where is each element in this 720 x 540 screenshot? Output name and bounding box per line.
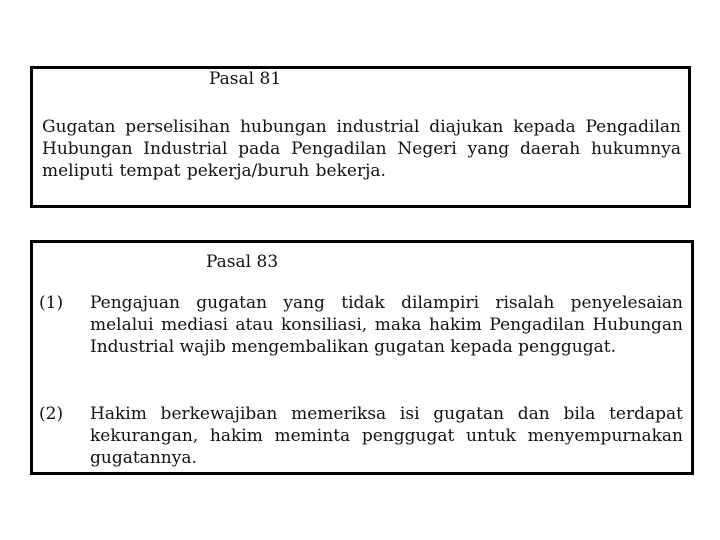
pasal-83-item-2-text: Hakim berkewajiban memeriksa isi gugatan dan bila terdapat kekurangan, hakim meminta penggugat untuk menyempurnakan gugatannya. (90, 404, 683, 468)
pasal-83-item-1-text: Pengajuan gugatan yang tidak dilampiri risalah penyelesaian melalui mediasi atau konsiliasi, maka hakim Pengadilan Hubungan Industrial wajib mengembalikan gugatan kepada penggugat. (90, 293, 683, 357)
pasal-83-box (30, 240, 694, 475)
pasal-81-title: Pasal 81 (209, 69, 282, 89)
pasal-83-item-2-number: (2) (39, 404, 64, 424)
pasal-83-item-1-number: (1) (39, 293, 64, 313)
pasal-81-box (30, 66, 691, 208)
pasal-83-title: Pasal 83 (206, 252, 279, 272)
pasal-81-text: Gugatan perselisihan hubungan industrial diajukan kepada Pengadilan Hubungan Industrial pada Pengadilan Negeri yang daerah hukumnya meliputi tempat pekerja/buruh bekerja. (42, 117, 681, 181)
